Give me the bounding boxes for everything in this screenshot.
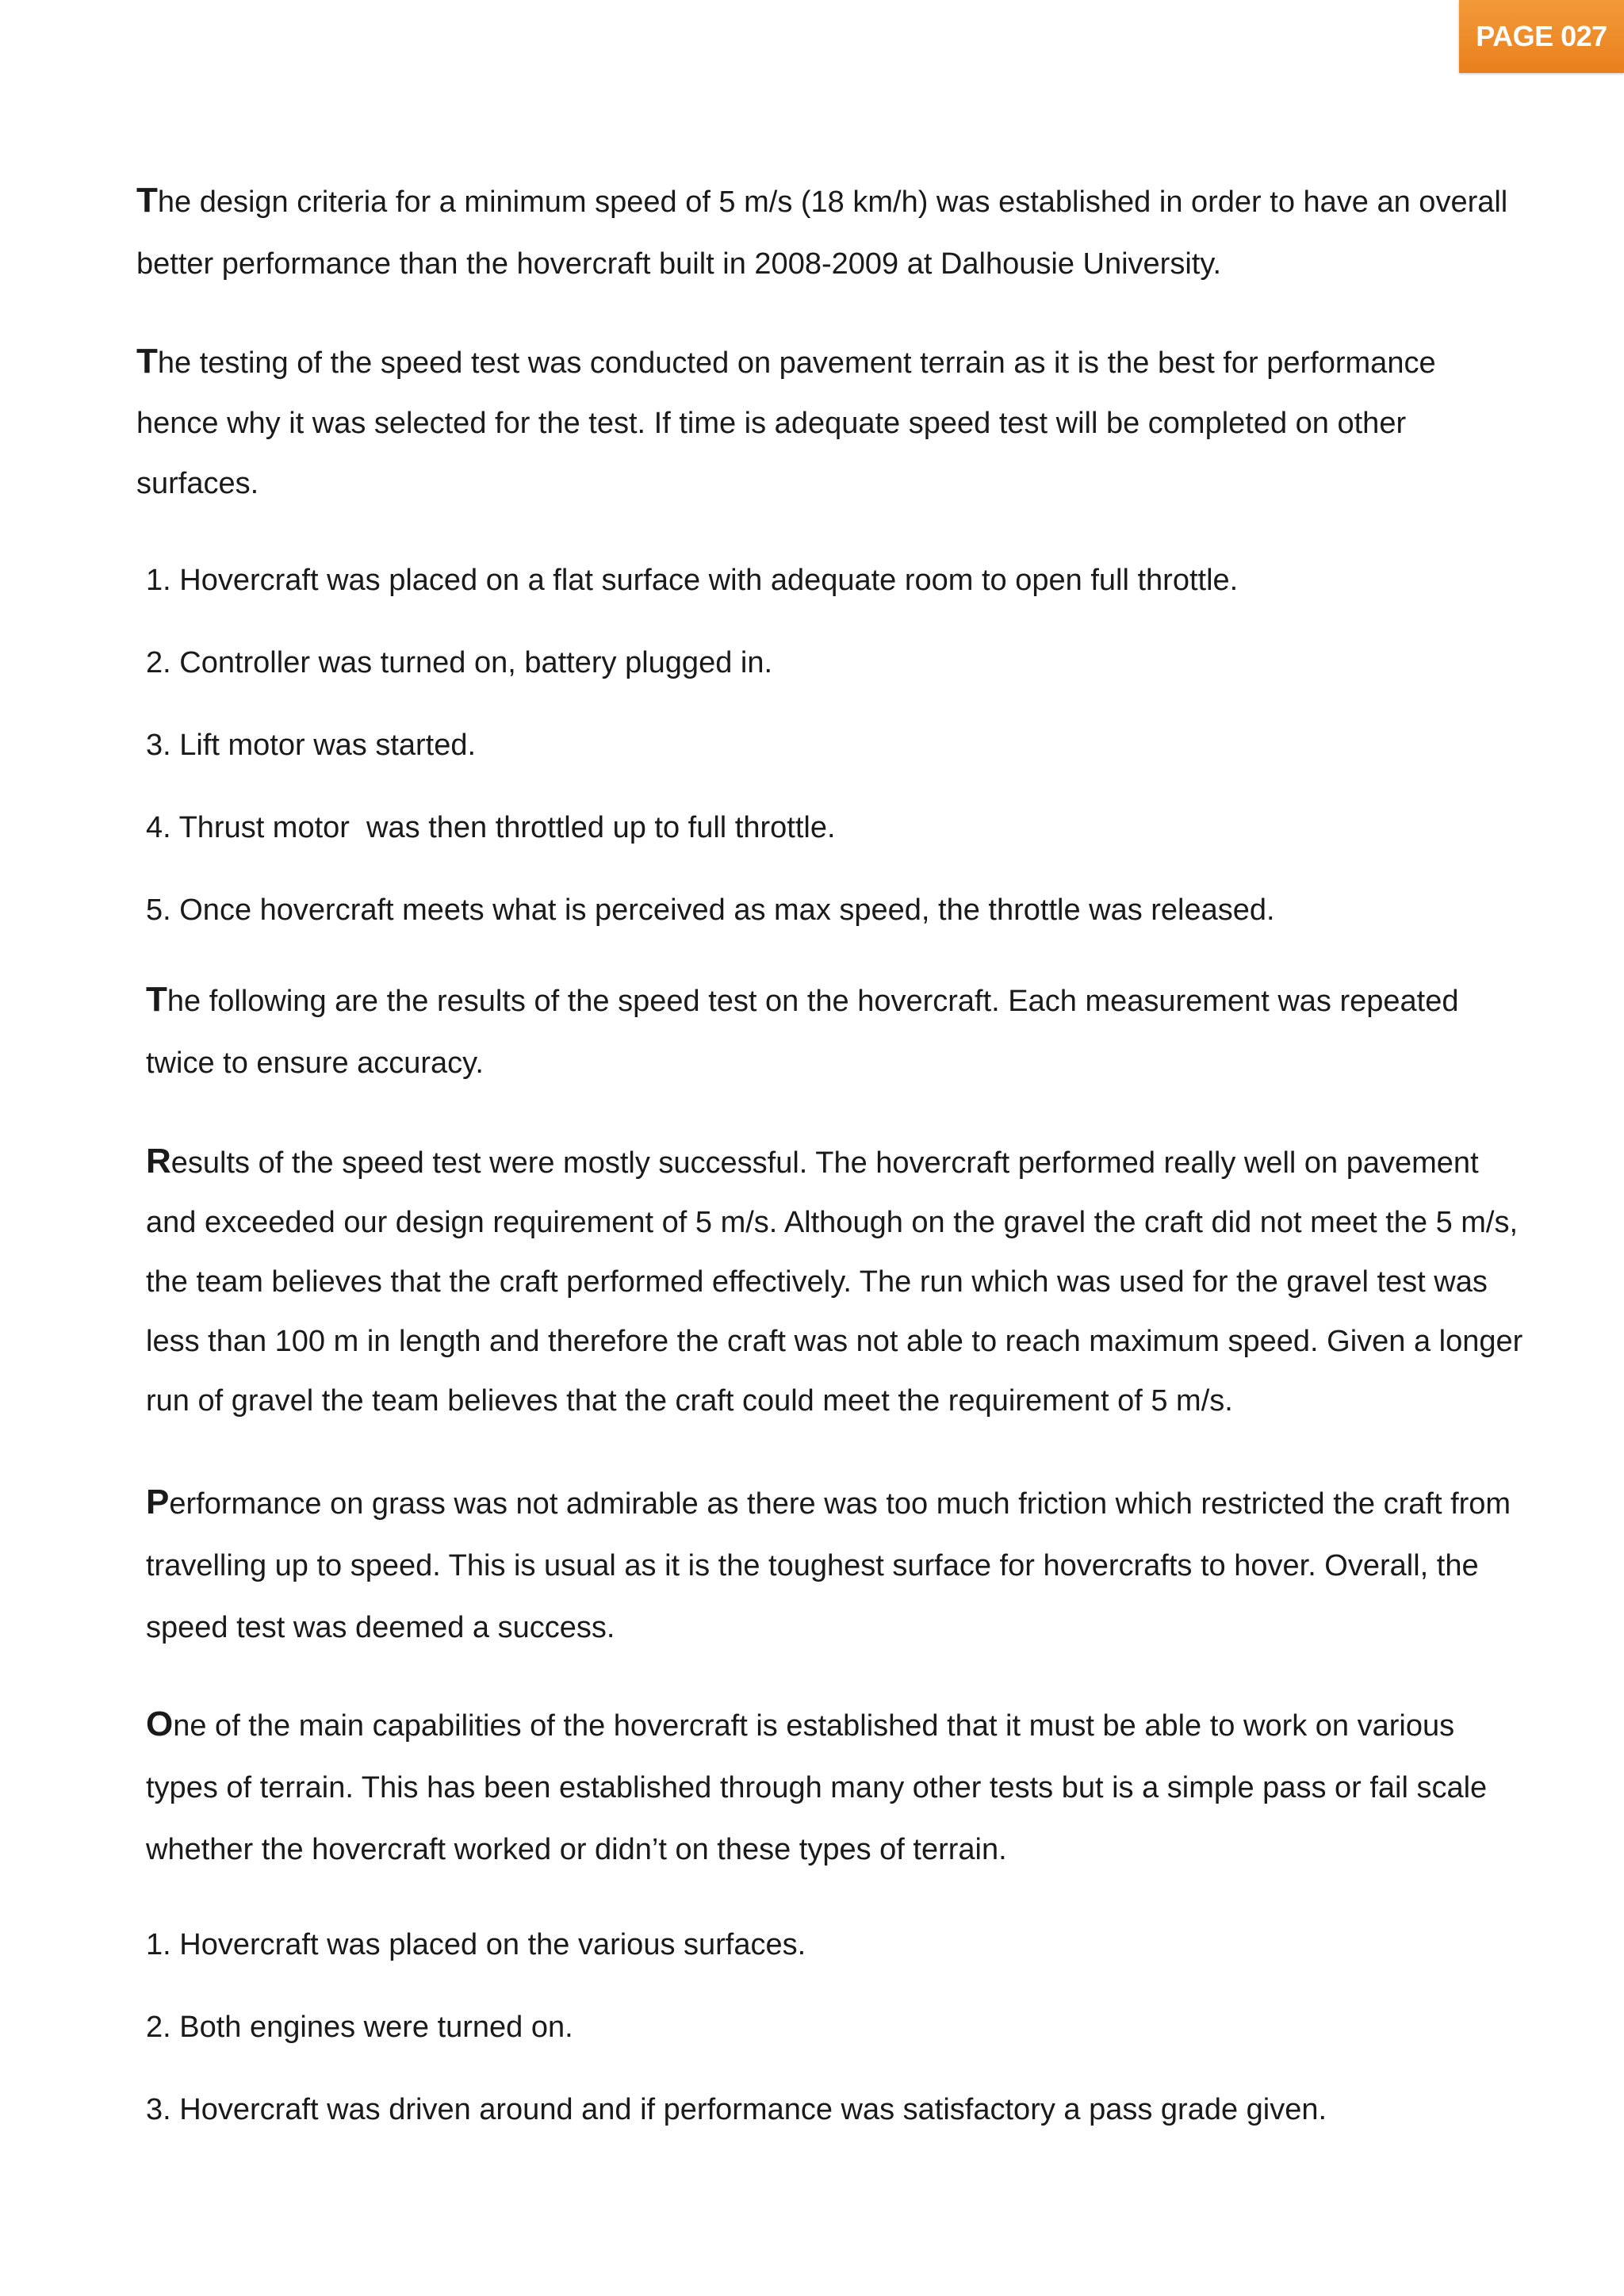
- list-item-terrain-2: 2. Both engines were turned on.: [146, 2011, 573, 2044]
- paragraph-text: he testing of the speed test was conducted on pavement terrain as it is the best for performance hence why it was selected for the test. If time is adequate speed test will be completed on other surfaces.: [136, 346, 1436, 500]
- paragraph-terrain-capability: [146, 1693, 1510, 1881]
- list-item-speed-4: 4. Thrust motor was then throttled up to full throttle.: [146, 811, 836, 844]
- list-item-speed-5: 5. Once hovercraft meets what is perceived as max speed, the throttle was released.: [146, 894, 1275, 927]
- paragraph-design-criteria: [136, 170, 1532, 295]
- paragraph-text: ne of the main capabilities of the hovercraft is established that it must be able to work on various types of terrain. This has been established through many other tests but is a simple pass or fail scale whether the hovercraft worked or didn’t on these types of terrain.: [146, 1709, 1488, 1866]
- drop-cap: T: [146, 980, 167, 1019]
- paragraph-grass-performance: [146, 1471, 1542, 1659]
- list-item-terrain-3: 3. Hovercraft was driven around and if performance was satisfactory a pass grade given.: [146, 2093, 1327, 2126]
- list-item-speed-2: 2. Controller was turned on, battery plugged in.: [146, 646, 773, 679]
- paragraph-results-speed: [146, 1131, 1526, 1431]
- paragraph-text: erformance on grass was not admirable as there was too much friction which restricted the craft from travelling up to speed. This is usual as it is the toughest surface for hovercrafts to hover. Overall, the speed test was deemed a success.: [146, 1487, 1511, 1644]
- drop-cap: P: [146, 1483, 170, 1521]
- drop-cap: R: [146, 1142, 171, 1181]
- paragraph-results-intro: [146, 969, 1494, 1094]
- paragraph-text: esults of the speed test were mostly successful. The hovercraft performed really well on pavement and exceeded our design requirement of 5 m/s. Although on the gravel the craft did not meet the 5 m/s, the team believes that the craft performed effectively. The run which was used for the gravel test was less than 100 m in length and therefore the craft was not able to reach maximum speed. Given a longer run of gravel the team believes that the craft could meet the requirement of 5 m/s.: [146, 1146, 1523, 1418]
- drop-cap: T: [136, 342, 158, 381]
- paragraph-text: he following are the results of the speed test on the hovercraft. Each measurement was repeated twice to ensure accuracy.: [146, 985, 1459, 1080]
- list-item-speed-3: 3. Lift motor was started.: [146, 729, 477, 762]
- paragraph-text: he design criteria for a minimum speed of 5 m/s (18 km/h) was established in order to have an overall better performance than the hovercraft built in 2008-2009 at Dalhousie University.: [136, 186, 1508, 281]
- list-item-terrain-1: 1. Hovercraft was placed on the various surfaces.: [146, 1928, 806, 1961]
- paragraph-testing-terrain: [136, 331, 1500, 514]
- page-number-badge: PAGE 027: [1459, 0, 1624, 73]
- drop-cap: T: [136, 181, 158, 220]
- drop-cap: O: [146, 1705, 174, 1743]
- list-item-speed-1: 1. Hovercraft was placed on a flat surface with adequate room to open full throttle.: [146, 564, 1239, 597]
